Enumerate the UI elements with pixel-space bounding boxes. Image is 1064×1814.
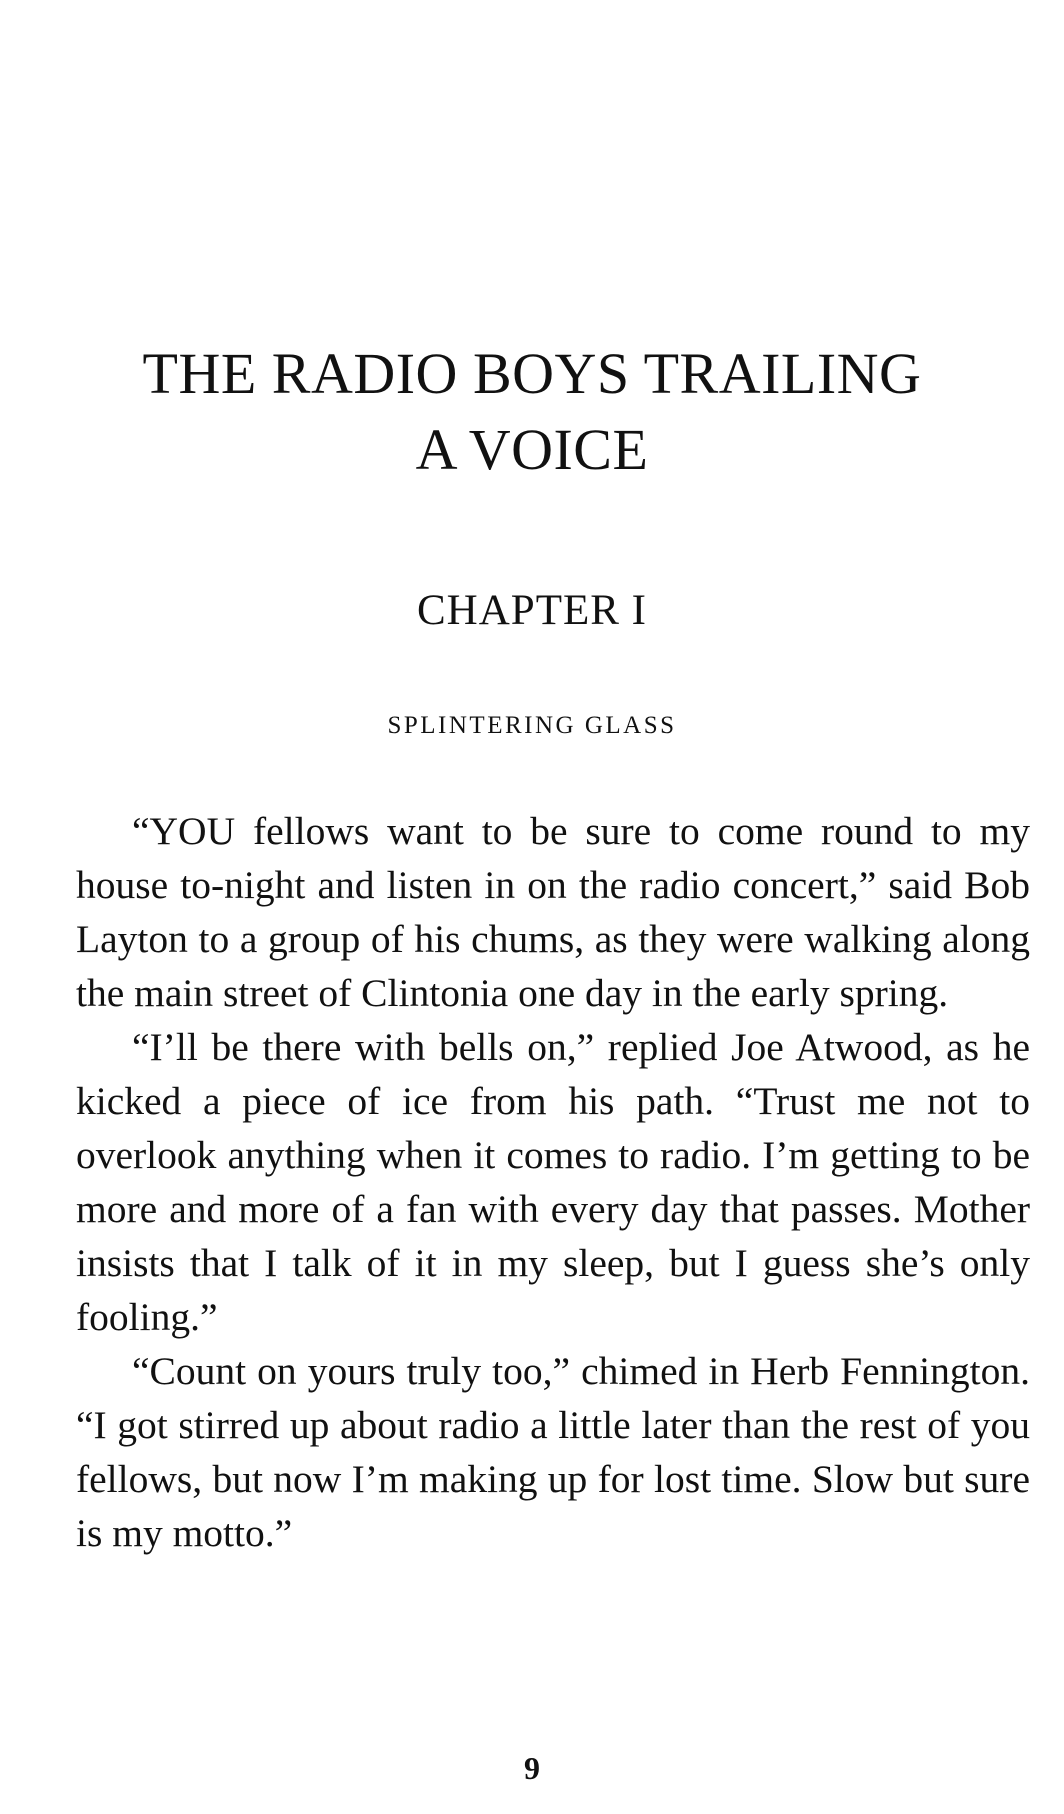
book-title-line-1: THE RADIO BOYS TRAILING <box>142 341 922 406</box>
paragraph: “YOU fellows want to be sure to come round to my house to-night and listen in on the radio concert,” said Bob Layton to a group of his chums, as they were walking along the main street of Clintonia one day in the early spring. <box>76 809 1030 1015</box>
paragraph: “Count on yours truly too,” chimed in Herb Fennington. “I got stirred up about radio a little later than the rest of you fellows, but now I’m making up for lost time. Slow but sure is my motto.” <box>76 1349 1030 1555</box>
book-title <box>60 336 1004 488</box>
chapter-subtitle: SPLINTERING GLASS <box>387 712 677 739</box>
page-number: 9 <box>524 1750 540 1786</box>
paragraph: “I’ll be there with bells on,” replied Joe Atwood, as he kicked a piece of ice from his path. “Trust me not to overlook anything when it comes to radio. I’m getting to be more and more of a fan with every day that passes. Mother insists that I talk of it in my sleep, but I guess she’s only fooling.” <box>76 1025 1030 1339</box>
chapter-heading: CHAPTER I <box>417 587 647 634</box>
book-title-line-2: A VOICE <box>415 417 649 482</box>
body-text <box>76 804 1030 1560</box>
